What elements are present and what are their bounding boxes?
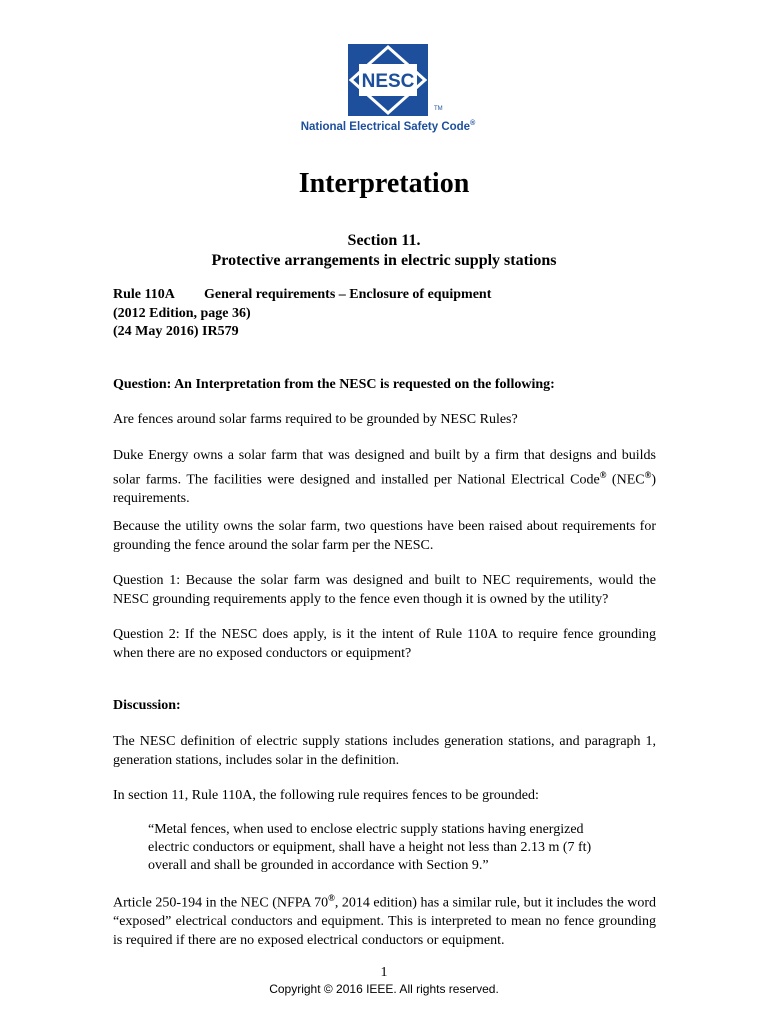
section-number: Section 11.	[347, 232, 421, 249]
logo-caption: National Electrical Safety Code®	[300, 120, 476, 133]
quoted-rule	[148, 821, 653, 875]
logo-tm: TM	[434, 106, 443, 112]
rule-id: Rule 110A	[113, 287, 175, 302]
paragraph-1: Are fences around solar farms required to be grounded by NESC Rules?	[113, 412, 518, 427]
rule-edition: (2012 Edition, page 36)	[113, 306, 251, 321]
paragraph-3: Because the utility owns the solar farm, two questions have been raised about requirements for grounding the fence around the solar farm per the NESC.	[113, 519, 656, 553]
paragraph-2: Duke Energy owns a solar farm that was designed and built by a firm that designs and builds solar farms. The facilities were designed and installed per National Electrical Code® (NEC®) requirements.	[113, 448, 656, 506]
section-name: Protective arrangements in electric supply stations	[211, 252, 557, 269]
discussion-heading: Discussion:	[113, 698, 181, 713]
discussion-paragraph-2: In section 11, Rule 110A, the following rule requires fences to be grounded:	[113, 788, 539, 803]
nesc-logo	[290, 44, 486, 140]
paragraph-question-1: Question 1: Because the solar farm was designed and built to NEC requirements, would the NESC grounding requirements apply to the fence even though it is owned by the utility?	[113, 573, 656, 607]
copyright: Copyright © 2016 IEEE. All rights reserved.	[269, 982, 499, 996]
paragraph-question-2: Question 2: If the NESC does apply, is it the intent of Rule 110A to require fence grounding when there are no exposed conductors or equipment?	[113, 627, 656, 661]
page-number: 1	[380, 965, 388, 980]
rule-date-ref: (24 May 2016) IR579	[113, 324, 239, 339]
page-title: Interpretation	[298, 168, 470, 199]
rule-subject: General requirements – Enclosure of equipment	[204, 287, 492, 302]
discussion-paragraph-3: Article 250-194 in the NEC (NFPA 70®, 2014 edition) has a similar rule, but it includes the word “exposed” electrical conductors and equipment. This is interpreted to mean no fence grounding is required if there are no exposed electrical conductors or equipment.	[113, 893, 656, 948]
question-heading: Question: An Interpretation from the NESC is requested on the following:	[113, 377, 555, 392]
quote-line-2: electric conductors or equipment, shall have a height not less than 2.13 m (7 ft)	[148, 840, 592, 855]
logo-mark-text: NESC	[361, 71, 415, 92]
registered-mark: ®	[470, 120, 476, 127]
quote-line-1: “Metal fences, when used to enclose electric supply stations having energized	[148, 822, 584, 837]
discussion-paragraph-1: The NESC definition of electric supply stations includes generation stations, and paragraph 1, generation stations, includes solar in the definition.	[113, 734, 656, 768]
quote-line-3: overall and shall be grounded in accordance with Section 9.”	[148, 858, 489, 873]
nesc-logo-mark-icon	[348, 44, 443, 116]
